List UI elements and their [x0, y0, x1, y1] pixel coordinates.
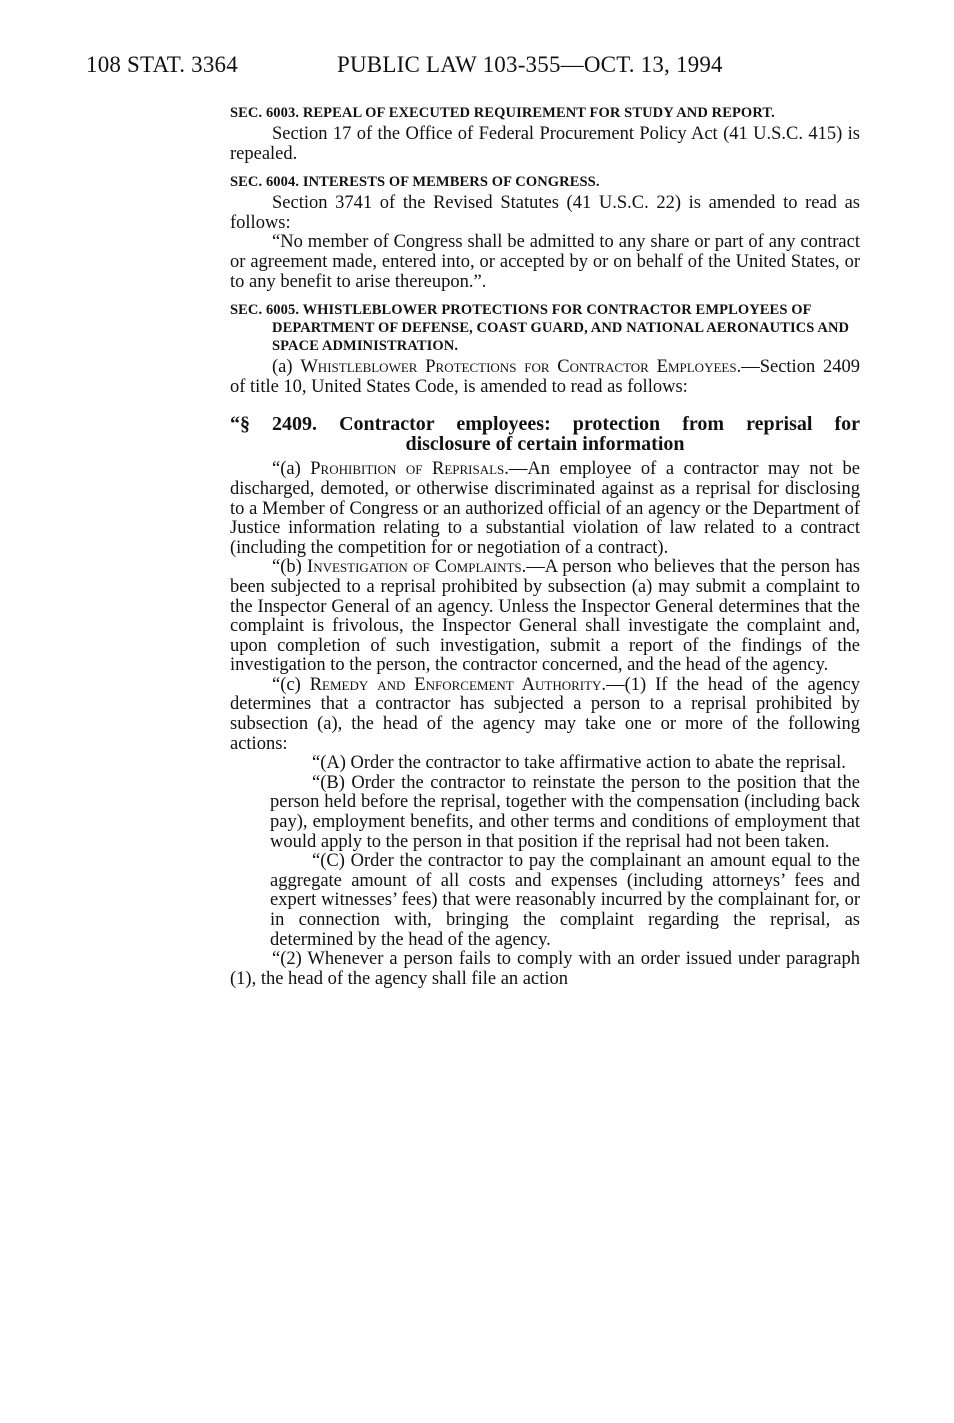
- subsection-heading: Prohibition of Reprisals.: [310, 459, 509, 480]
- section-6003-text: Section 17 of the Office of Federal Procurement Policy Act (41 U.S.C. 415) is repealed.: [230, 124, 860, 164]
- section-title: WHISTLEBLOWER PROTECTIONS FOR CONTRACTOR EMPLOYEES OF DEPARTMENT OF DEFENSE, COAST GUARD, AND NATIONAL AERONAUTICS AND SPACE ADMINISTRATION.: [272, 302, 850, 355]
- section-6005-subsection-a: [230, 358, 860, 397]
- subsection-text: —A person who believes that the person has been subjected to a reprisal prohibited by subsection (a) may submit a complaint to the Inspector General of an agency. Unless the Inspector General determines that the complaint is frivolous, the Inspector General shall investigate the complaint and, upon completion of such investigation, submit a report of the findings of the investigation to the person, the contractor concerned, and the head of the agency.: [230, 557, 860, 676]
- code-subsection-b: [230, 558, 860, 676]
- subsection-label: (a): [272, 357, 293, 378]
- code-section-heading: [230, 414, 860, 454]
- subsection-text: —An employee of a contractor may not be discharged, demoted, or otherwise discriminated against as a reprisal for disclosing to a Member of Congress or an authorized official of an agency or the Department of Justice information relating to a substantial violation of law related to a contract (including the competition for or negotiation of a contract).: [230, 459, 860, 558]
- code-subparagraph-B: “(B) Order the contractor to reinstate the person to the position that the person held before the reprisal, together with the compensation (including back pay), employment benefits, and other terms and conditions of employment that would apply to the person in that position if the reprisal had not been taken.: [270, 772, 860, 852]
- subsection-text: —Section 2409 of title 10, United States Code, is amended to read as follows:: [230, 357, 860, 397]
- subsection-label: “(b): [272, 557, 302, 578]
- subsection-text: —(1) If the head of the agency determines that a contractor has subjected a person to a reprisal prohibited by subsection (a), the head of the agency may take one or more of the following actions:: [230, 674, 861, 754]
- section-heading-6005: [230, 301, 860, 355]
- code-heading-line-1: “§ 2409. Contractor employees: protection from reprisal for: [230, 413, 860, 436]
- section-6004-text: Section 3741 of the Revised Statutes (41 U.S.C. 22) is amended to read as follows:: [230, 193, 860, 233]
- section-number: SEC. 6005.: [230, 302, 300, 319]
- subsection-label: “(c): [272, 674, 301, 695]
- code-subparagraph-A: “(A) Order the contractor to take affirmative action to abate the reprisal.: [312, 753, 846, 774]
- subsection-heading: Remedy and Enforcement Authority.: [309, 674, 607, 695]
- subsection-label: “(a): [272, 459, 301, 480]
- page-folio: 108 STAT. 3364: [86, 52, 238, 77]
- section-heading-6004: [230, 173, 860, 191]
- code-paragraph-2: “(2) Whenever a person fails to comply with an order issued under paragraph (1), the head of the agency shall file an action: [230, 949, 860, 989]
- code-subsection-a: [230, 460, 860, 558]
- law-citation: PUBLIC LAW 103-355—OCT. 13, 1994: [337, 52, 723, 77]
- section-number: SEC. 6004.: [230, 174, 300, 191]
- section-title: INTERESTS OF MEMBERS OF CONGRESS.: [302, 174, 600, 191]
- section-6004-quote: “No member of Congress shall be admitted to any share or part of any contract or agreement made, entered into, or accepted by or on behalf of the United States, or to any benefit to arise thereupon.”.: [230, 232, 860, 292]
- running-head: [86, 52, 886, 78]
- code-subparagraph-C: “(C) Order the contractor to pay the complainant an amount equal to the aggregate amount of all costs and expenses (including attorneys’ fees and expert witnesses’ fees) that were reasonably incurred by the complainant for, or in connection with, bringing the complaint regarding the reprisal, as determined by the head of the agency.: [270, 851, 860, 950]
- section-heading-6003: [230, 104, 860, 122]
- subsection-heading: Whistleblower Protections for Contractor Employees.: [300, 357, 742, 378]
- code-subsection-c: [230, 676, 860, 754]
- body-text: [230, 104, 860, 989]
- subsection-heading: Investigation of Complaints.: [307, 557, 527, 578]
- section-title: REPEAL OF EXECUTED REQUIREMENT FOR STUDY AND REPORT.: [302, 105, 775, 121]
- code-heading-line-2: disclosure of certain information: [405, 433, 685, 456]
- section-number: SEC. 6003.: [230, 105, 300, 121]
